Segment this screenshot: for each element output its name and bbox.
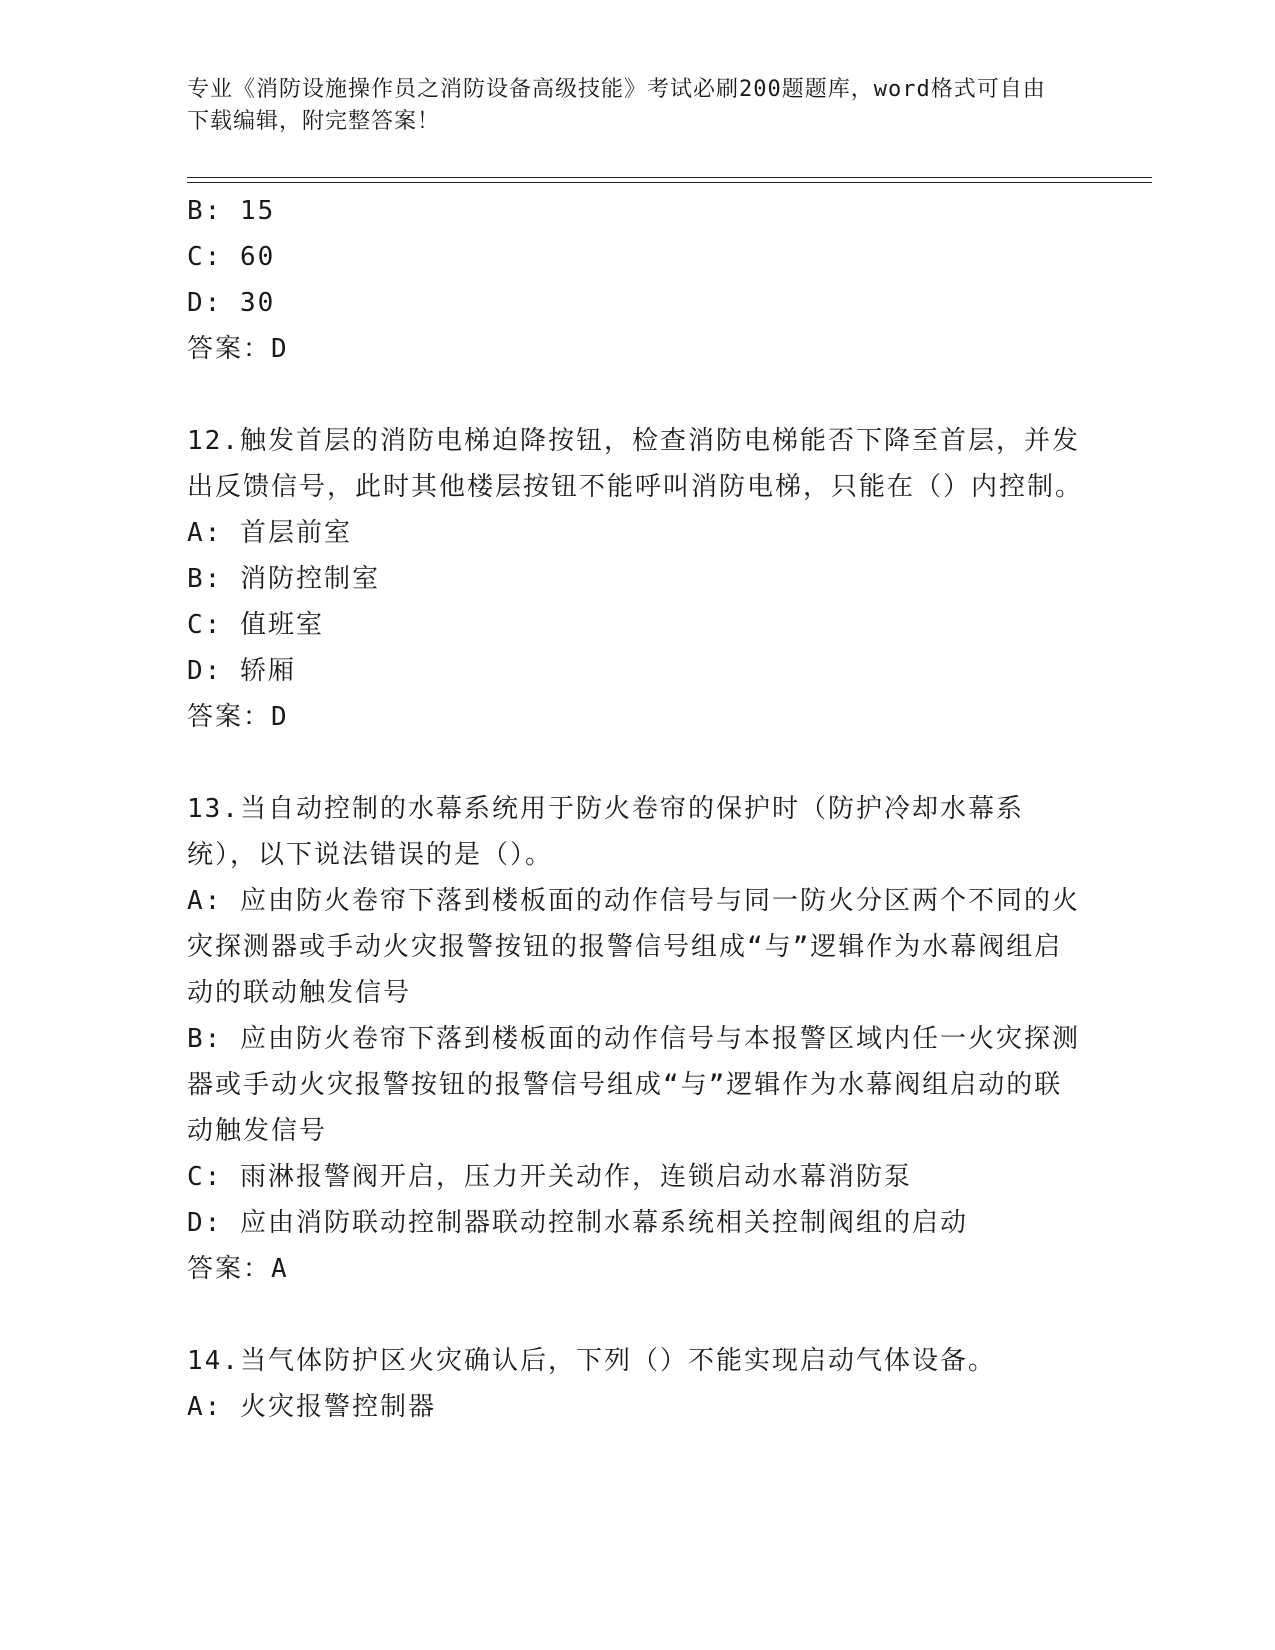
option-b: B: 消防控制室 (187, 564, 380, 594)
option-d: D: 应由消防联动控制器联动控制水幕系统相关控制阀组的启动 (187, 1208, 968, 1238)
option-c: C: 值班室 (187, 610, 324, 640)
question-13 (187, 786, 1087, 1292)
document-header (187, 74, 1067, 138)
option-c: C: 雨淋报警阀开启，压力开关动作，连锁启动水幕消防泵 (187, 1162, 912, 1192)
option-d: D: 30 (187, 288, 276, 318)
option-a: A: 首层前室 (187, 518, 352, 548)
option-c: C: 60 (187, 242, 276, 272)
header-rule-bottom (187, 182, 1152, 183)
question-stem: 13.当自动控制的水幕系统用于防火卷帘的保护时（防护冷却水幕系统），以下说法错误的是（）。 (187, 794, 1024, 870)
question-stem: 14.当气体防护区火灾确认后，下列（）不能实现启动气体设备。 (187, 1346, 996, 1376)
question-stem: 12.触发首层的消防电梯迫降按钮，检查消防电梯能否下降至首层，并发出反馈信号，此时其他楼层按钮不能呼叫消防电梯，只能在（）内控制。 (187, 426, 1084, 502)
answer-line: 答案：D (187, 334, 289, 364)
option-a: A: 应由防火卷帘下落到楼板面的动作信号与同一防火分区两个不同的火灾探测器或手动火灾报警按钮的报警信号组成“与”逻辑作为水幕阀组启动的联动触发信号 (187, 886, 1080, 1008)
option-d: D: 轿厢 (187, 656, 296, 686)
question-12 (187, 418, 1087, 740)
answer-line: 答案：D (187, 702, 289, 732)
option-a: A: 火灾报警控制器 (187, 1392, 436, 1422)
question-14 (187, 1338, 1087, 1430)
option-b: B: 15 (187, 196, 276, 226)
question-11-tail (187, 188, 1087, 372)
header-title: 专业《消防设施操作员之消防设备高级技能》考试必刷200题题库，word格式可自由下载编辑，附完整答案！ (187, 77, 1046, 134)
question-list (187, 188, 1087, 1430)
answer-line: 答案：A (187, 1254, 289, 1284)
option-b: B: 应由防火卷帘下落到楼板面的动作信号与本报警区域内任一火灾探测器或手动火灾报警按钮的报警信号组成“与”逻辑作为水幕阀组启动的联动触发信号 (187, 1024, 1080, 1146)
header-rule-top (187, 177, 1152, 178)
